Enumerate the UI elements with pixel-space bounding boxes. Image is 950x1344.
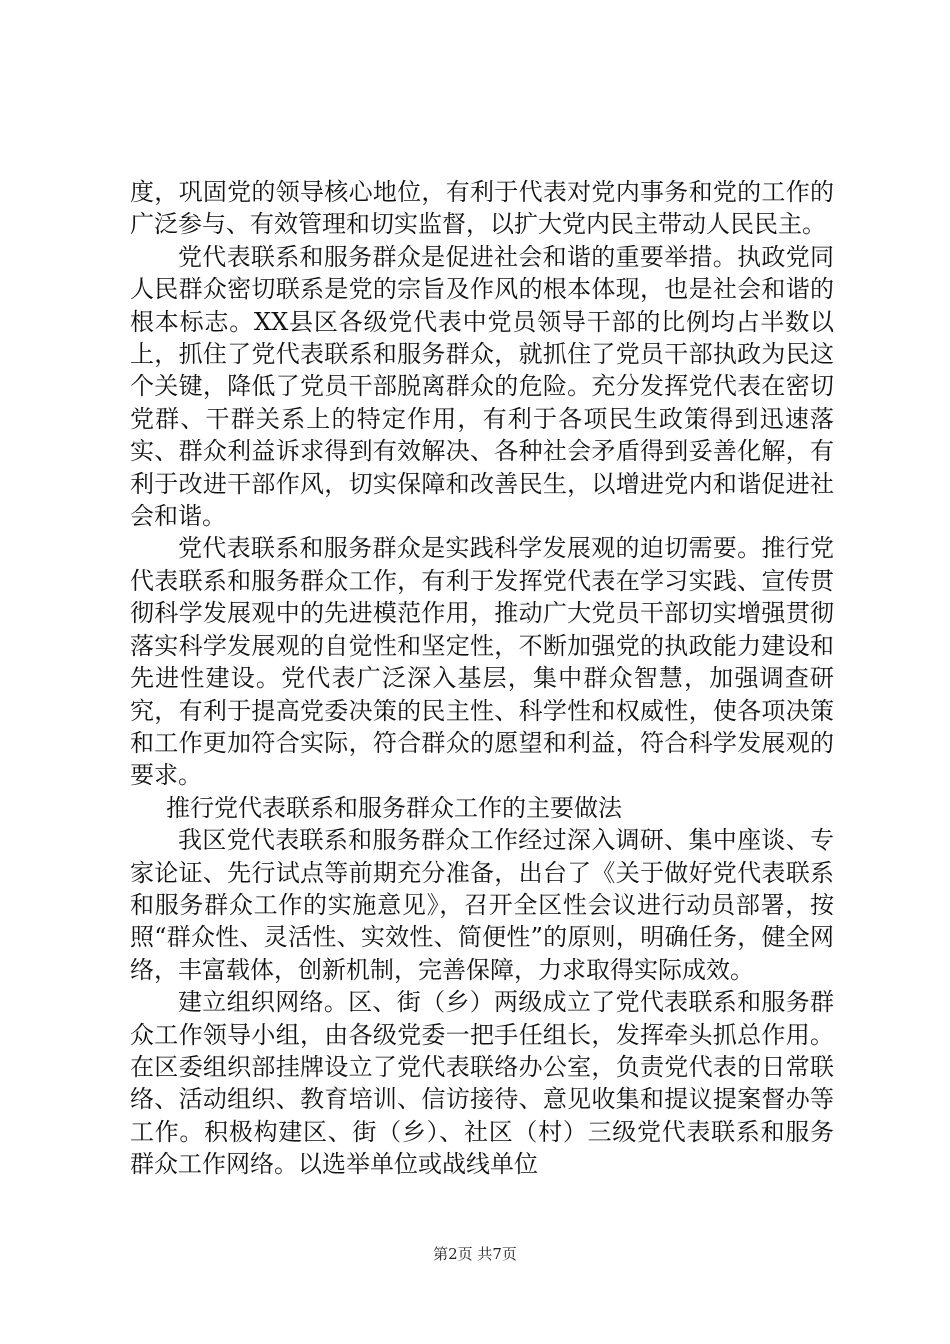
page-footer xyxy=(0,1244,950,1264)
paragraph-social-harmony: 党代表联系和服务群众是促进社会和谐的重要举措。执政党同人民群众密切联系是党的宗旨及作风的根本体现，也是社会和谐的根本标志。XX县区各级党代表中党员领导干部的比例均占半数以上，抓住了党代表联系和服务群众，就抓住了党员干部执政为民这个关键，降低了党员干部脱离群众的危险。充分发挥党代表在密切党群、干群关系上的特定作用，有利于各项民生政策得到迅速落实、群众利益诉求得到有效解决、各种社会矛盾得到妥善化解，有利于改进干部作风，切实保障和改善民生，以增进党内和谐促进社会和谐。 xyxy=(130,242,834,531)
paragraph-main-practices: 我区党代表联系和服务群众工作经过深入调研、集中座谈、专家论证、先行试点等前期充分准备，出台了《关于做好党代表联系和服务群众工作的实施意见》，召开全区性会议进行动员部署，按照“群众性、灵活性、实效性、简便性”的原则，明确任务，健全网络，丰富载体，创新机制，完善保障，力求取得实际成效。 xyxy=(130,826,834,984)
document-body xyxy=(130,176,834,1181)
paragraph-organization-network: 建立组织网络。区、街（乡）两级成立了党代表联系和服务群众工作领导小组，由各级党委一把手任组长，发挥牵头抓总作用。在区委组织部挂牌设立了党代表联络办公室，负责党代表的日常联络、活动组织、教育培训、信访接待、意见收集和提议提案督办等工作。积极构建区、街（乡）、社区（村）三级党代表联系和服务群众工作网络。以选举单位或战线单位 xyxy=(130,988,834,1179)
section-heading: 推行党代表联系和服务群众工作的主要做法 xyxy=(166,793,622,822)
paragraph-continuation: 度，巩固党的领导核心地位，有利于代表对党内事务和党的工作的广泛参与、有效管理和切实监督，以扩大党内民主带动人民民主。 xyxy=(130,178,834,239)
page-number: 第2页 共7页 xyxy=(433,1245,517,1263)
paragraph-scientific-development: 党代表联系和服务群众是实践科学发展观的迫切需要。推行党代表联系和服务群众工作，有利于发挥党代表在学习实践、宣传贯彻科学发展观中的先进模范作用，推动广大党员干部切实增强贯彻落实科学发展观的自觉性和坚定性，不断加强党的执政能力建设和先进性建设。党代表广泛深入基层，集中群众智慧，加强调查研究，有利于提高党委决策的民主性、科学性和权威性，使各项决策和工作更加符合实际，符合群众的愿望和利益，符合科学发展观的要求。 xyxy=(130,534,834,790)
